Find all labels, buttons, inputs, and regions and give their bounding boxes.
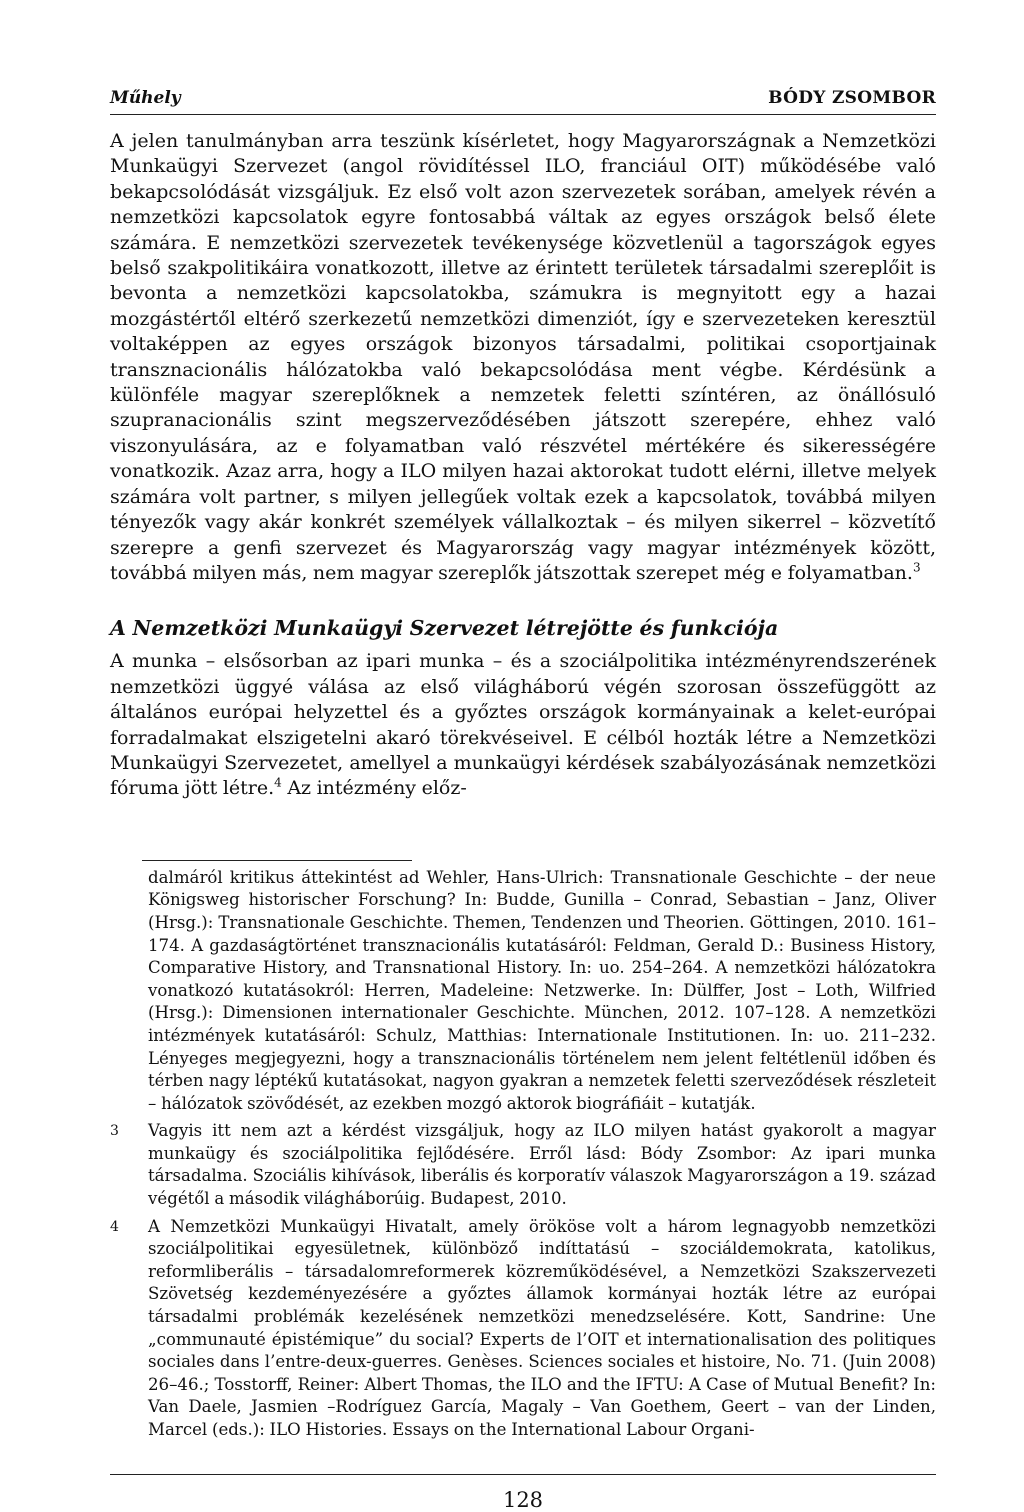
bottom-rule [110, 1474, 936, 1475]
journal-section-name: Műhely [110, 88, 181, 108]
running-head [110, 88, 936, 115]
footnotes [110, 867, 936, 1442]
intro-paragraph [110, 129, 936, 586]
footnote-text: A Nemzetközi Munkaügyi Hivatalt, amely örököse volt a három legnagyobb nemzetközi szociálpolitikai egyesületnek, különböző indíttatású – szociáldemokrata, katolikus, reformliberális – társadalomreformerek közreműködésével, a Nemzetközi Szakszervezeti Szövetség kezdeményezésére a győztes államok kormányai hozták létre az európai társadalmi problémák kezelésének nemzetközi menedzselésére. Kott, Sandrine: Une „communauté épistémique” du social? Experts de l’OIT et internationalisation des politiques sociales dans l’entre-deux-guerres. Genèses. Sciences sociales et histoire, No. 71. (Juin 2008) 26–46.; Tosstorff, Reiner: Albert Thomas, the ILO and the IFTU: A Case of Mutual Benefit? In: Van Daele, Jasmien –Rodríguez García, Magaly – Van Goethem, Geert – van der Linden, Marcel (eds.): ILO Histories. Essays on the International Labour Organi- [148, 1216, 936, 1439]
section-paragraph-text: A munka – elsősorban az ipari munka – és a szociálpolitika intézményrendszerének nemzetközi üggyé válása az első világháború végén szorosan összefüggött az általános európai helyzettel és a győztes országok kormányainak a kelet-európai forradalmakat elszigetelni akaró törekvéseivel. E célból hozták létre a Nemzetközi Munkaügyi Szervezetet, amellyel a munkaügyi kérdések szabályozásának nemzetközi fóruma jött létre. [110, 650, 936, 800]
footnote-text: Vagyis itt nem azt a kérdést vizsgáljuk, hogy az ILO milyen hatást gyakorolt a magyar munkaügy és szociálpolitika fejlődésére. Erről lásd: Bódy Zsombor: Az ipari munka társadalma. Szociális kihívások, liberális és korporatív válaszok Magyarországon a 19. század végétől a második világháborúig. Budapest, 2010. [148, 1121, 936, 1209]
footnote-ref: 4 [274, 776, 282, 791]
section-paragraph [110, 649, 936, 801]
journal-page [110, 88, 936, 1512]
section-heading: A Nemzetközi Munkaügyi Szervezet létrejötte és funkciója [110, 616, 779, 641]
footnote-ref: 3 [912, 560, 921, 575]
footnote-continued [110, 867, 936, 1116]
page-number: 128 [502, 1488, 544, 1512]
footnote-number: 3 [110, 1123, 119, 1140]
footnote-separator [142, 860, 412, 861]
footnote-number: 4 [110, 1218, 119, 1235]
main-text [110, 129, 936, 802]
footnote-text: dalmáról kritikus áttekintést ad Wehler, Hans-Ulrich: Transnationale Geschichte – der neue Königsweg historischer Forschung? In: Budde, Gunilla – Conrad, Sebastian – Janz, Oliver (Hrsg.): Transnationale Geschichte. Themen, Tendenzen und Theorien. Göttingen, 2010. 161–174. A gazdaságtörténet transznacionális kutatásáról: Feldman, Gerald D.: Business History, Comparative History, and Transnational History. In: uo. 254–264. A nemzetközi hálózatokra vonatkozó kutatásokról: Herren, Madeleine: Netzwerke. In: Dülffer, Jost – Loth, Wilfried (Hrsg.): Dimensionen internationaler Geschichte. München, 2012. 107–128. A nemzetközi intézmények kutatásáról: Schulz, Matthias: Internationale Institutionen. In: uo. 211–232. Lényeges megjegyezni, hogy a transznacionális történelem nem jelent feltétlenül időben és térben nagy léptékű kutatásokat, nagyon gyakran a nemzetek feletti szerveződések részleteit – hálózatok szövődését, az ezekben mozgó aktorok biográfiáit – kutatják. [148, 867, 936, 1113]
intro-paragraph-text: A jelen tanulmányban arra teszünk kísérletet, hogy Magyarországnak a Nemzetközi Munkaügyi Szervezet (angol rövidítéssel ILO, franciául OIT) működésébe való bekapcsolódását vizsgáljuk. Ez első volt azon szervezetek sorában, amelyek révén a nemzetközi kapcsolatok egyre fontosabbá váltak az egyes országok belső élete számára. E nemzetközi szervezetek tevékenysége közvetlenül a tagországok egyes belső szakpolitikáira vonatkozott, illetve az érintett területek társadalmi szereplőit is bevonta a nemzetközi kapcsolatokba, számukra is megnyitott egy a hazai mozgástértől eltérő szerkezetű nemzetközi dimenziót, így e szervezeteken keresztül voltaképpen az egyes országok bizonyos társadalmi, politikai csoportjainak transznacionális hálózatokba való bekapcsolódása ment végbe. Kérdésünk a különféle magyar szereplőknek a nemzetek feletti színtéren, az önállósuló szupranacionális szint megszerveződésében játszott szerepére, ehhez való viszonyulására, az e folyamatban való részvétel mértékére és sikerességére vonatkozik. Azaz arra, hogy a ILO milyen hazai aktorokat tudott elérni, illetve melyek számára volt partner, s milyen jellegűek voltak ezek a kapcsolatok, továbbá milyen tényezők vagy akár konkrét személyek vállalkoztak – és milyen sikerrel – közvetítő szerepre a genfi szervezet és Magyarország vagy magyar intézmények között, továbbá milyen más, nem magyar szereplők játszottak szerepet még e folyamatban. [110, 130, 936, 584]
author-name: BÓDY ZSOMBOR [768, 88, 936, 108]
footnote-3 [110, 1120, 936, 1210]
section-paragraph-tail: Az intézmény előz- [287, 777, 467, 800]
footnote-4 [110, 1216, 936, 1442]
